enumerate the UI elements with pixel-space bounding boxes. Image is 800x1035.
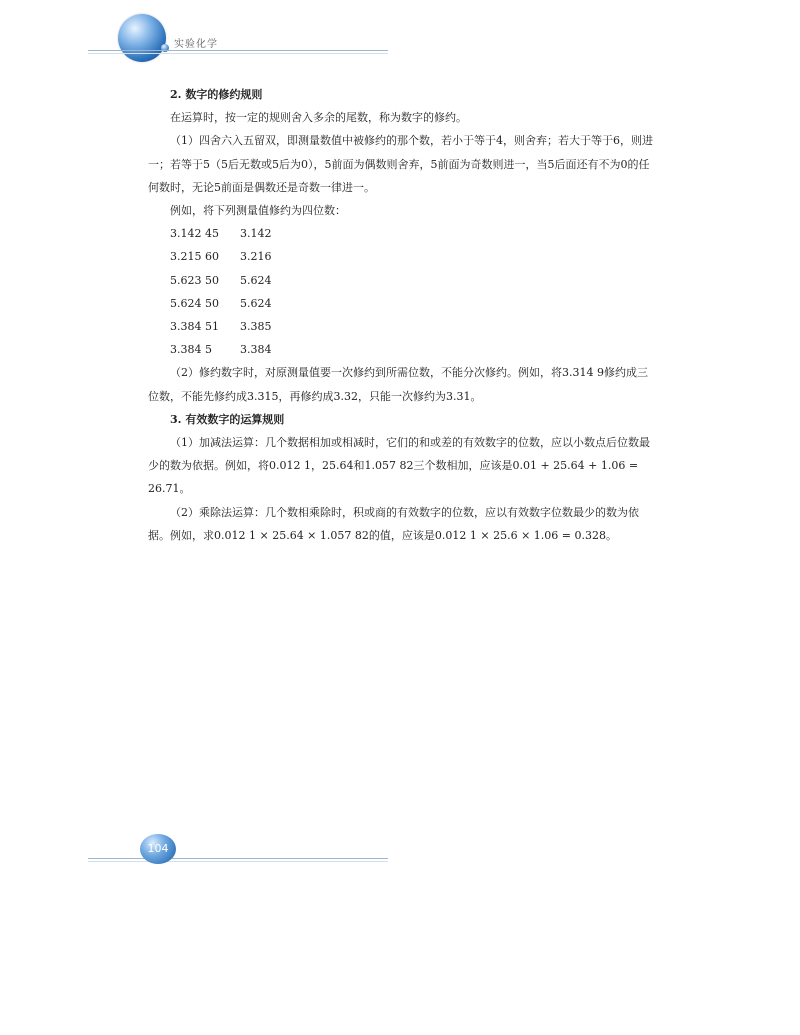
section-2-intro: 在运算时，按一定的规则舍入多余的尾数，称为数字的修约。 [170,111,467,125]
footer-rule-light [88,861,388,862]
original-value: 3.142 45 [170,227,219,241]
section-3-rule-1: （1）加减法运算：几个数据相加或相减时，它们的和或差的有效数字的位数，应以小数点后位数最少的数为依据。例如，将0.012 1，25.64和1.057 82三个数相加，应该是0.01 + 25.64 + 1.06 = 26.71。 [148,435,650,496]
header-rule [88,50,388,51]
rounded-value: 3.216 [240,250,272,264]
rounded-value: 3.142 [240,227,272,241]
rounding-example-row [148,315,658,338]
rounding-example-row [148,222,658,245]
book-title: 实验化学 [174,39,218,50]
section-2-example-intro: 例如，将下列测量值修约为四位数： [170,204,346,218]
original-value: 5.623 50 [170,273,219,287]
footer-rule [88,858,388,859]
original-value: 5.624 50 [170,296,219,310]
section-2-heading: 2. 数字的修约规则 [170,88,263,101]
header-rule-light [88,53,388,54]
rounded-value: 3.384 [240,343,272,357]
rounded-value: 5.624 [240,273,272,287]
page-body [148,83,658,547]
original-value: 3.384 5 [170,343,212,357]
original-value: 3.215 60 [170,250,219,264]
page-header [0,0,800,60]
rounding-example-row [148,292,658,315]
original-value: 3.384 51 [170,319,219,333]
section-2-rule-2: （2）修约数字时，对原测量值要一次修约到所需位数，不能分次修约。例如，将3.314 9修约成三位数，不能先修约成3.315，再修约成3.32，只能一次修约为3.31。 [148,366,648,403]
rounded-value: 5.624 [240,296,272,310]
rounded-value: 3.385 [240,319,272,333]
page-number-badge: 104 [140,834,176,864]
section-3-heading: 3. 有效数字的运算规则 [170,412,285,426]
rounding-example-list [148,222,658,361]
section-2-rule-1: （1）四舍六入五留双，即测量数值中被修约的那个数，若小于等于4，则舍弃；若大于等于6，则进一；若等于5（5后无数或5后为0），5前面为偶数则舍弃，5前面为奇数则进一，当5后面还有不为0的任何数时，无论5前面是偶数还是奇数一律进一。 [148,134,653,194]
rounding-example-row [148,338,658,361]
page-footer [0,830,800,870]
section-3-rule-2: （2）乘除法运算：几个数相乘除时，积或商的有效数字的位数，应以有效数字位数最少的数为依据。例如，求0.012 1 × 25.64 × 1.057 82的值，应该是0.012 1 × 25.6 × 1.06 = 0.328。 [148,505,639,542]
rounding-example-row [148,245,658,268]
header-orb-logo [118,14,166,62]
rounding-example-row [148,269,658,292]
